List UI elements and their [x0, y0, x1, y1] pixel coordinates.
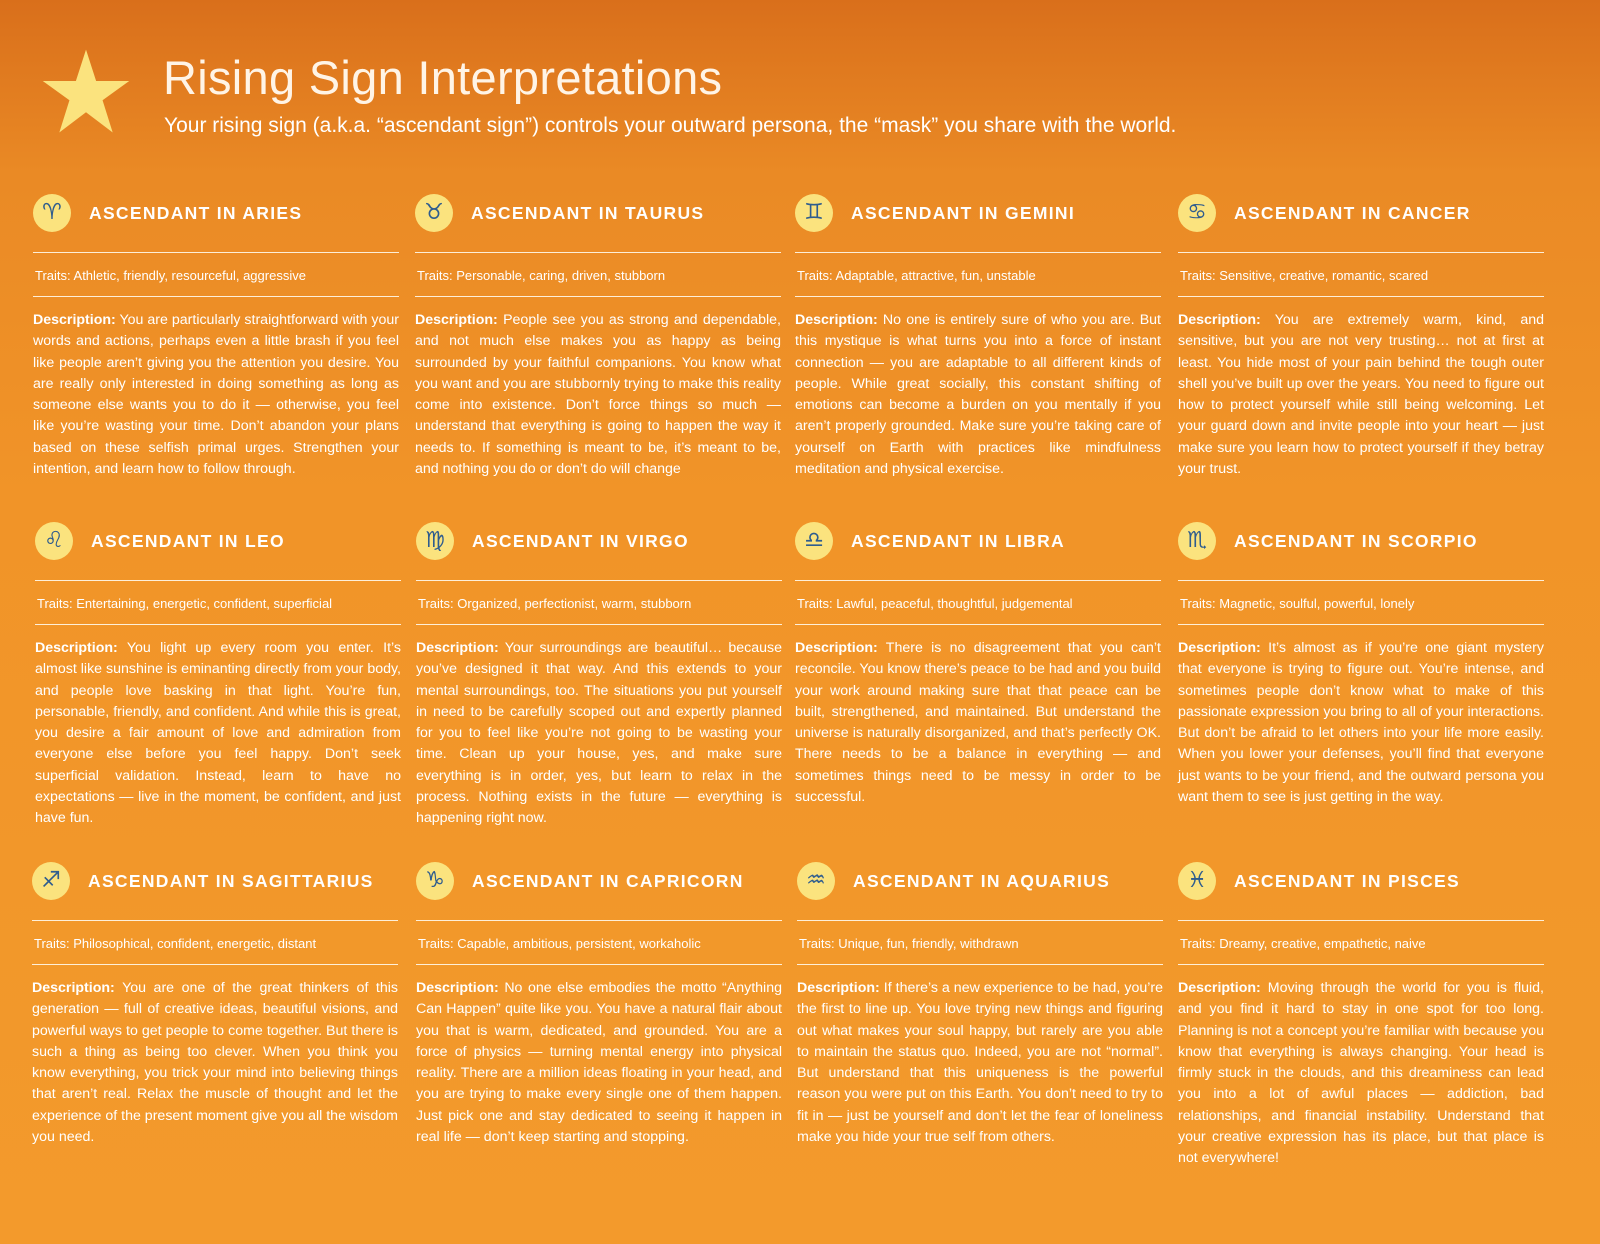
card-title: ASCENDANT IN ARIES	[89, 203, 303, 223]
traits-text: Traits: Unique, fun, friendly, withdrawn	[799, 936, 1019, 951]
traits-text: Traits: Personable, caring, driven, stubborn	[417, 268, 666, 283]
sign-card-aquarius	[797, 862, 1163, 1148]
traits-text: Traits: Sensitive, creative, romantic, scared	[1180, 268, 1429, 283]
description-label: Description:	[33, 312, 116, 328]
card-header	[416, 862, 782, 908]
card-title: ASCENDANT IN AQUARIUS	[853, 871, 1111, 891]
sign-card-aries	[33, 194, 399, 480]
description-label: Description:	[1178, 640, 1261, 656]
sign-card-sagittarius	[32, 862, 398, 1148]
description-text: Description: No one else embodies the motto “Anything Can Happen” quite like you. You have a natural flair about you that is warm, dedicated, and grounded. You are a force of physics — turning mental energy into physical reality. There are a million ideas floating in your head, and you are trying to make every single one of them happen. Just pick one and stay dedicated to seeing it happen in real life — don’t keep starting and stopping.	[416, 980, 782, 1146]
star-icon	[38, 46, 134, 138]
virgo-icon: ♍	[416, 522, 454, 560]
description-text: Description: Your surroundings are beautiful… because you’ve designed it that way. And this extends to your mental surroundings, too. The situations you put yourself in need to be carefully scoped out and expertly planned for you to feel like you’re not going to be wasting your time. Clean up your house, yes, and make sure everything is in order, yes, but learn to relax in the process. Nothing exists in the future — everything is happening right now.	[416, 640, 782, 827]
page-title: Rising Sign Interpretations	[163, 51, 723, 104]
description-label: Description:	[415, 312, 498, 328]
description-text: Description: No one is entirely sure of who you are. But this mystique is what turns you into a force of instant connection — you are adaptable to all different kinds of people. While great socially, this constant shifting of emotions can become a burden on you mentally if you aren’t properly grounded. Make sure you’re taking care of yourself on Earth with practices like mindfulness meditation and physical exercise.	[795, 312, 1161, 478]
sign-card-pisces	[1178, 862, 1544, 1170]
scorpio-icon: ♏	[1178, 522, 1216, 560]
sagittarius-icon: ♐	[32, 862, 70, 900]
aquarius-icon: ♒	[797, 862, 835, 900]
traits-text: Traits: Lawful, peaceful, thoughtful, judgemental	[797, 596, 1073, 611]
card-title: ASCENDANT IN CANCER	[1234, 203, 1471, 223]
card-header	[1178, 862, 1544, 908]
description-label: Description:	[32, 980, 115, 996]
description-label: Description:	[795, 312, 878, 328]
description-text: Description: If there’s a new experience to be had, you’re the first to line up. You love trying new things and figuring out what makes your soul happy, but rarely are you able to maintain the status quo. Indeed, you are not “normal”. But understand that this uniqueness is the powerful reason you were put on this Earth. You don’t need to try to fit in — just be yourself and don’t let the fear of loneliness make you hide your true self from others.	[797, 980, 1163, 1146]
card-header	[795, 522, 1161, 568]
traits-text: Traits: Entertaining, energetic, confident, superficial	[37, 596, 333, 611]
card-title: ASCENDANT IN VIRGO	[472, 531, 689, 551]
sign-card-libra	[795, 522, 1161, 808]
card-header	[415, 194, 781, 240]
card-header	[1178, 522, 1544, 568]
description-label: Description:	[416, 980, 499, 996]
libra-icon: ♎	[795, 522, 833, 560]
card-header	[797, 862, 1163, 908]
sign-card-taurus	[415, 194, 781, 480]
sign-card-capricorn	[416, 862, 782, 1148]
traits-text: Traits: Athletic, friendly, resourceful, aggressive	[35, 268, 306, 283]
description-label: Description:	[795, 640, 878, 656]
sign-card-cancer	[1178, 194, 1544, 480]
card-title: ASCENDANT IN TAURUS	[471, 203, 705, 223]
card-title: ASCENDANT IN PISCES	[1234, 871, 1460, 891]
card-header	[416, 522, 782, 568]
taurus-icon: ♉	[415, 194, 453, 232]
description-label: Description:	[1178, 312, 1261, 328]
capricorn-icon: ♑	[416, 862, 454, 900]
traits-text: Traits: Capable, ambitious, persistent, workaholic	[418, 936, 701, 951]
traits-text: Traits: Magnetic, soulful, powerful, lonely	[1180, 596, 1415, 611]
card-header	[35, 522, 401, 568]
card-title: ASCENDANT IN SCORPIO	[1234, 531, 1478, 551]
traits-text: Traits: Philosophical, confident, energetic, distant	[34, 936, 317, 951]
sign-card-gemini	[795, 194, 1161, 480]
cancer-icon: ♋	[1178, 194, 1216, 232]
card-title: ASCENDANT IN LIBRA	[851, 531, 1065, 551]
card-title: ASCENDANT IN CAPRICORN	[472, 871, 744, 891]
sign-card-virgo	[416, 522, 782, 830]
traits-text: Traits: Organized, perfectionist, warm, stubborn	[418, 596, 692, 611]
card-header	[1178, 194, 1544, 240]
card-header	[795, 194, 1161, 240]
sign-card-scorpio	[1178, 522, 1544, 808]
description-label: Description:	[35, 640, 118, 656]
traits-text: Traits: Adaptable, attractive, fun, unstable	[797, 268, 1036, 283]
description-text: Description: You light up every room you enter. It’s almost like sunshine is eminanting directly from your body, and people love basking in that light. You’re fun, personable, friendly, and confident. And while this is great, you desire a fair amount of love and admiration from everyone else before you feel happy. Don’t seek superficial validation. Instead, learn to have no expectations — live in the moment, be confident, and just have fun.	[35, 640, 401, 827]
description-text: Description: People see you as strong and dependable, and not much else makes you as happy as being surrounded by your faithful companions. You know what you want and you are stubbornly trying to make this reality come into existence. Don’t force things so much — understand that everything is going to happen the way it needs to. If something is meant to be, it’s meant to be, and nothing you do or don’t do will change	[415, 312, 781, 478]
description-text: Description: You are particularly straightforward with your words and actions, perhaps even a little brash if you feel like people aren’t giving you the attention you desire. You are really only interested in doing something as long as someone else wants you to do it — otherwise, you feel like you’re wasting your time. Don’t abandon your plans based on these selfish primal urges. Strengthen your intention, and learn how to follow through.	[33, 312, 400, 478]
page-subtitle: Your rising sign (a.k.a. “ascendant sign”) controls your outward persona, the “mask” you share with the world.	[164, 114, 1177, 137]
page-header	[0, 0, 1600, 170]
sign-card-leo	[35, 522, 401, 830]
card-header	[33, 194, 399, 240]
description-text: Description: You are one of the great thinkers of this generation — full of creative ideas, beautiful visions, and powerful ways to get people to come together. But there is such a thing as being too clever. When you think you know everything, you trick your mind into believing things that aren’t real. Relax the muscle of thought and let the experience of the present moment give you all the wisdom you need.	[32, 980, 398, 1146]
leo-icon: ♌	[35, 522, 73, 560]
card-title: ASCENDANT IN LEO	[91, 531, 285, 551]
card-title: ASCENDANT IN SAGITTARIUS	[88, 871, 374, 891]
description-text: Description: There is no disagreement that you can’t reconcile. You know there’s peace to be had and you build your work around making sure that that peace can be built, strengthened, and maintained. But understand the universe is naturally disorganized, and that’s perfectly OK. There needs to be a balance in everything — and sometimes things need to be messy in order to be successful.	[795, 640, 1161, 806]
pisces-icon: ♓	[1178, 862, 1216, 900]
description-label: Description:	[416, 640, 499, 656]
aries-icon: ♈	[33, 194, 71, 232]
card-header	[32, 862, 398, 908]
description-label: Description:	[1178, 980, 1261, 996]
description-label: Description:	[797, 980, 880, 996]
card-title: ASCENDANT IN GEMINI	[851, 203, 1076, 223]
description-text: Description: It’s almost as if you’re one giant mystery that everyone is trying to figure out. You’re intense, and sometimes people don’t know what to make of this passionate expression you bring to all of your interactions. But don’t be afraid to let others into your life more easily. When you lower your defenses, you’ll find that everyone just wants to be your friend, and the outward persona you want them to see is just getting in the way.	[1178, 640, 1544, 806]
description-text: Description: Moving through the world for you is fluid, and you find it hard to stay in one spot for too long. Planning is not a concept you’re familiar with because you know that everything is always changing. Your head is firmly stuck in the clouds, and this dreaminess can lead you into a lot of awful places — addiction, bad relationships, and financial instability. Understand that your creative expression has its place, but that place is not everywhere!	[1178, 980, 1544, 1167]
description-text: Description: You are extremely warm, kind, and sensitive, but you are not very trusting… not at first at least. You hide most of your pain behind the tough outer shell you’ve built up over the years. You need to figure out how to protect yourself while still being welcoming. Let your guard down and invite people into your heart — just make sure you learn how to protect yourself if they betray your trust.	[1178, 312, 1545, 478]
gemini-icon: ♊	[795, 194, 833, 232]
traits-text: Traits: Dreamy, creative, empathetic, naive	[1180, 936, 1426, 951]
